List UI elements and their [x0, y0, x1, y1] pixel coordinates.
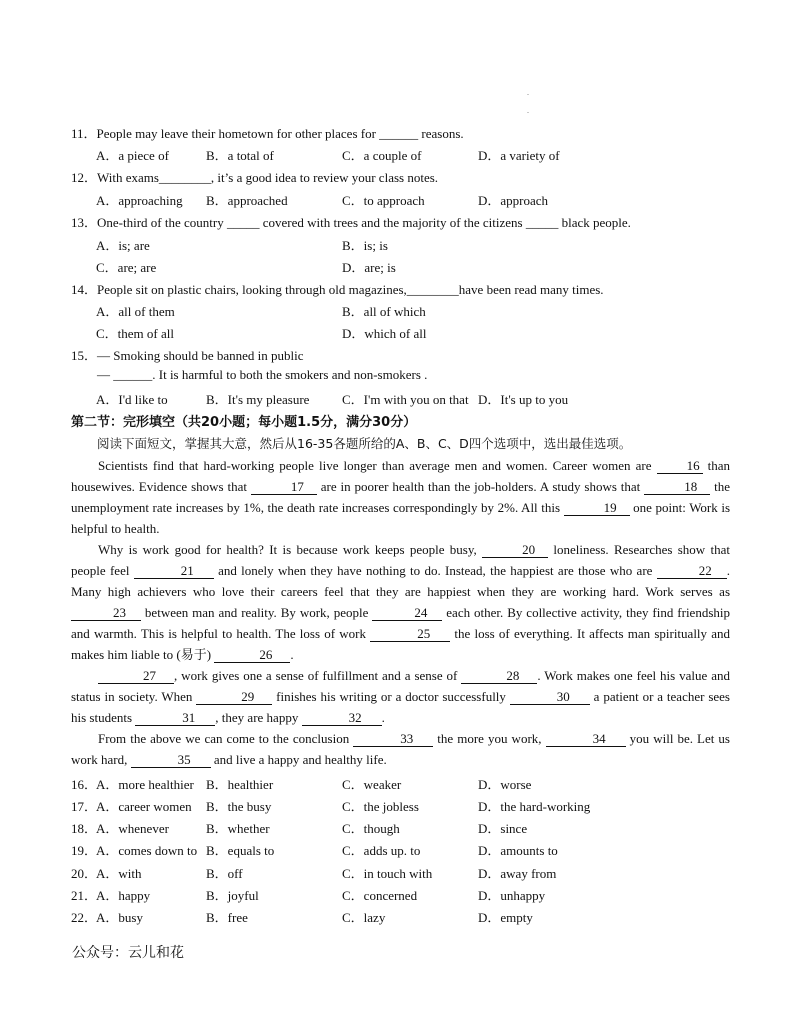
q14-option-d: D．which of all	[342, 326, 427, 341]
blank-16: 16	[657, 458, 703, 474]
blank-19: 19	[564, 500, 630, 516]
q13-option-c: C．are; are	[96, 260, 157, 275]
q14-option-c: C．them of all	[96, 326, 174, 341]
q21-option-b: B．joyful	[206, 888, 259, 903]
blank-20: 20	[482, 542, 548, 558]
q18-option-d: D．since	[478, 821, 528, 836]
q17-option-a: A．career women	[96, 799, 192, 814]
question-15-stem: 15．— Smoking should be banned in public	[71, 348, 304, 363]
q22-option-a: A．busy	[96, 910, 143, 925]
q11-option-c: C．a couple of	[342, 148, 422, 163]
passage-paragraph-3	[71, 665, 730, 728]
passage-text: .	[290, 647, 294, 662]
q17-option-d: D．the hard-working	[478, 799, 591, 814]
q18-option-c: C．though	[342, 821, 400, 836]
q19-option-b: B．equals to	[206, 843, 275, 858]
q14-option-b: B．all of which	[342, 304, 426, 319]
passage-text: Scientists find that hard-working people live longer than average men and women. Career women are	[98, 458, 657, 473]
q15-option-b: B．It's my pleasure	[206, 392, 310, 407]
passage-text: . Many high achievers who love their careers feel that they are happiest when they are working hard. Work serves as	[71, 563, 730, 599]
q22-option-c: C．lazy	[342, 910, 386, 925]
passage-text: loneliness. Researches show that people feel	[71, 542, 730, 578]
q14-option-a: A．all of them	[96, 304, 175, 319]
passage-text: a patient or a teacher sees his students	[71, 689, 730, 725]
passage-text: . Work makes one feel his value and status in society. When	[71, 668, 730, 704]
blank-29: 29	[196, 689, 272, 705]
passage-text: and live a happy and healthy life.	[210, 752, 387, 767]
q12-option-c: C．to approach	[342, 193, 425, 208]
header-mark: .	[527, 106, 529, 115]
passage-text: the unemployment rate increases by 1%, the death rate increases correspondingly by 2%. All this	[71, 479, 730, 515]
passage-text: and lonely when they have nothing to do. Instead, the happiest are those who are	[213, 563, 657, 578]
cloze-option-number: 22．	[71, 910, 98, 925]
footer-account-note: 公众号：云儿和花	[72, 945, 184, 961]
passage-text: each other. By collective activity, they find friendship and warmth. This is helpful to health. The loss of work	[71, 605, 730, 641]
blank-26: 26	[214, 647, 290, 663]
question-13-stem: 13．One-third of the country _____ covered with trees and the majority of the citizens _____ black people.	[71, 215, 631, 230]
blank-30: 30	[510, 689, 590, 705]
q20-option-d: D．away from	[478, 866, 557, 881]
passage-paragraph-4	[71, 728, 730, 770]
passage-text: between man and reality. By work, people	[141, 605, 373, 620]
passage-text: Why is work good for health? It is because work keeps people busy,	[98, 542, 483, 557]
blank-28: 28	[461, 668, 537, 684]
q17-option-b: B．the busy	[206, 799, 272, 814]
cloze-option-number: 21．	[71, 888, 98, 903]
passage-paragraph-2	[71, 539, 730, 665]
section-instruction: 阅读下面短文，掌握其大意，然后从16-35各题所给的A、B、C、D四个选项中，选出最佳选项。	[97, 436, 632, 451]
q12-option-d: D．approach	[478, 193, 549, 208]
question-11-stem: 11．People may leave their hometown for other places for ______ reasons.	[71, 126, 464, 141]
q11-option-d: D．a variety of	[478, 148, 560, 163]
blank-32: 32	[302, 710, 382, 726]
passage-text: you will be. Let us work hard,	[71, 731, 730, 767]
cloze-option-number: 20．	[71, 866, 98, 881]
q18-option-a: A．whenever	[96, 821, 169, 836]
question-15-reply: — ______. It is harmful to both the smokers and non-smokers .	[97, 367, 428, 382]
q16-option-b: B．healthier	[206, 777, 274, 792]
q15-option-d: D．It's up to you	[478, 392, 569, 407]
passage-text: .	[381, 710, 385, 725]
q22-option-b: B．free	[206, 910, 248, 925]
blank-17: 17	[251, 479, 317, 495]
q21-option-a: A．happy	[96, 888, 151, 903]
q19-option-a: A．comes down to	[96, 843, 198, 858]
blank-34: 34	[546, 731, 626, 747]
cloze-option-number: 18．	[71, 821, 98, 836]
passage-text: the loss of everything. It affects man spiritually and makes him liable to (易于)	[71, 626, 731, 662]
passage-text: one point: Work is helpful to health.	[71, 500, 731, 536]
q21-option-c: C．concerned	[342, 888, 418, 903]
blank-25: 25	[370, 626, 450, 642]
q12-option-b: B．approached	[206, 193, 288, 208]
q18-option-b: B．whether	[206, 821, 270, 836]
passage-text: the more you work,	[433, 731, 546, 746]
q13-option-d: D．are; is	[342, 260, 396, 275]
q16-option-c: C．weaker	[342, 777, 402, 792]
passage-paragraph-1	[71, 455, 730, 539]
passage-text: , work gives one a sense of fulfillment and a sense of	[174, 668, 462, 683]
header-mark: .	[527, 88, 529, 97]
q20-option-a: A．with	[96, 866, 142, 881]
q16-option-d: D．worse	[478, 777, 532, 792]
q11-option-b: B．a total of	[206, 148, 274, 163]
q15-option-a: A．I'd like to	[96, 392, 168, 407]
q22-option-d: D．empty	[478, 910, 533, 925]
q13-option-a: A．is; are	[96, 238, 150, 253]
blank-33: 33	[353, 731, 433, 747]
blank-31: 31	[135, 710, 215, 726]
q11-option-a: A．a piece of	[96, 148, 169, 163]
blank-21: 21	[134, 563, 214, 579]
cloze-option-number: 16．	[71, 777, 98, 792]
question-14-stem: 14．People sit on plastic chairs, looking through old magazines,________have been read many times.	[71, 282, 604, 297]
passage-text: , they are happy	[215, 710, 302, 725]
blank-35: 35	[131, 752, 211, 768]
section-title: 第二节：完形填空（共20小题；每小题1.5分，满分30分）	[71, 415, 417, 430]
q16-option-a: A．more healthier	[96, 777, 194, 792]
blank-18: 18	[644, 479, 710, 495]
blank-24: 24	[372, 605, 442, 621]
passage-text: finishes his writing or a doctor successfully	[272, 689, 510, 704]
cloze-passage	[71, 455, 730, 770]
q13-option-b: B．is; is	[342, 238, 388, 253]
passage-text: From the above we can come to the conclusion	[98, 731, 354, 746]
q19-option-c: C．adds up. to	[342, 843, 421, 858]
q12-option-a: A．approaching	[96, 193, 183, 208]
q19-option-d: D．amounts to	[478, 843, 558, 858]
q15-option-c: C．I'm with you on that	[342, 392, 469, 407]
q20-option-c: C．in touch with	[342, 866, 433, 881]
q17-option-c: C．the jobless	[342, 799, 419, 814]
cloze-option-number: 19．	[71, 843, 98, 858]
blank-23: 23	[71, 605, 141, 621]
question-12-stem: 12．With exams________, it’s a good idea to review your class notes.	[71, 170, 439, 185]
blank-22: 22	[657, 563, 727, 579]
cloze-option-number: 17．	[71, 799, 98, 814]
passage-text: than housewives. Evidence shows that	[71, 458, 731, 494]
q20-option-b: B．off	[206, 866, 243, 881]
blank-27: 27	[98, 668, 174, 684]
q21-option-d: D．unhappy	[478, 888, 546, 903]
passage-text: are in poorer health than the job-holders. A study shows that	[316, 479, 645, 494]
